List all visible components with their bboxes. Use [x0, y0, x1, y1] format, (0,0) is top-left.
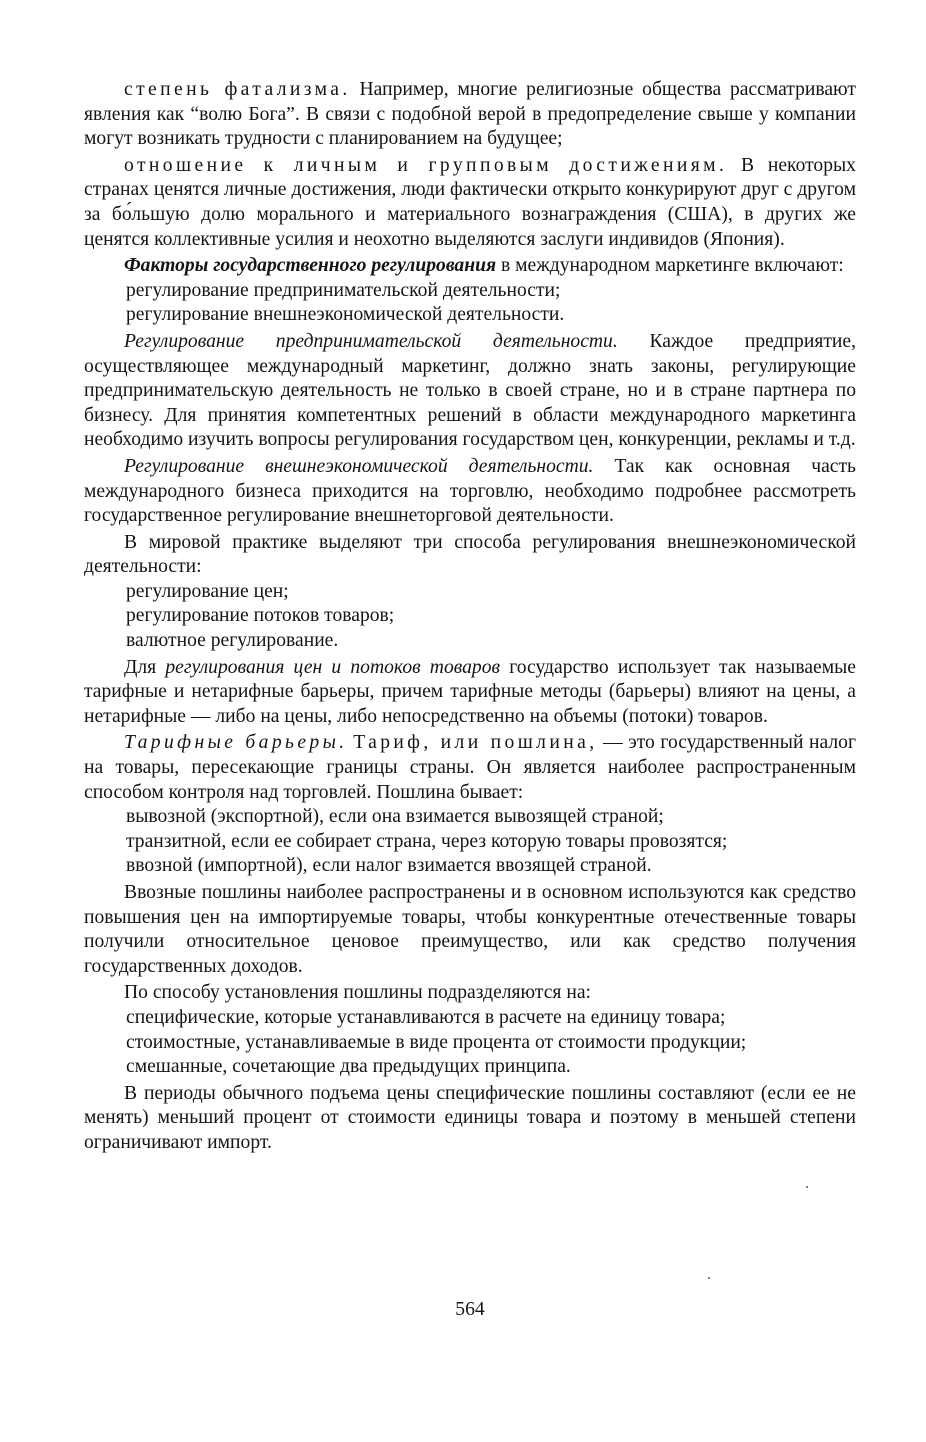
- italic-term: Регулирование внешнеэкономической деятельности.: [124, 455, 594, 477]
- paragraph-specific-duties: [84, 1082, 856, 1156]
- paragraph-foreign-economic-regulation: [84, 455, 856, 529]
- list-item: регулирование потоков товаров;: [126, 605, 395, 627]
- paragraph-text: — это государственный налог на товары, пересекающие границы страны. Он является наиболее распространенным способом контроля над торговлей. Пошлина бывает:: [84, 732, 856, 803]
- italic-term: регулирования цен и потоков товаров: [165, 656, 501, 678]
- book-page: [84, 78, 856, 1378]
- paragraph-duty-types: [84, 981, 856, 1006]
- spaced-term: отношение к личным и групповым достижениям.: [124, 154, 728, 176]
- paragraph-import-duties: [84, 881, 856, 979]
- scan-speck: [806, 1186, 808, 1188]
- paragraph-tariff-barriers: [84, 731, 856, 805]
- spaced-term: Тариф, или пошлина,: [353, 732, 598, 754]
- spaced-term: степень фатализма.: [124, 79, 351, 100]
- list-item: валютное регулирование.: [126, 630, 339, 652]
- list-item: регулирование предпринимательской деятельности;: [126, 279, 561, 301]
- paragraph-fatalism: [84, 78, 856, 152]
- paragraph-text: В периоды обычного подъема цены специфические пошлины составляют (если ее не менять) меньший процент от стоимости единицы товара и поэтому в меньшей степени ограничивают импорт.: [84, 1082, 856, 1153]
- page-number: 564: [455, 1299, 485, 1320]
- paragraph-achievements: [84, 154, 856, 252]
- list-item: специфические, которые устанавливаются в расчете на единицу товара;: [126, 1006, 726, 1028]
- paragraph-text: Каждое предприятие, осуществляющее международный маркетинг, должно знать законы, регулирующие предпринимательскую деятельность не только в своей стране, но и в стране партнера по бизнесу. Для принятия компетентных решений в области международного маркетинга необходимо изучить вопросы регулирования государством цен, конкуренции, рекламы и т.д.: [84, 330, 856, 451]
- paragraph-price-flow-regulation: [84, 656, 856, 730]
- list-item: вывозной (экспортной), если она взимается вывозящей страной;: [126, 806, 664, 828]
- paragraph-text: государство использует так называемые тарифные и нетарифные барьеры, причем тарифные методы (барьеры) влияют на цены, а нетарифные — либо на цены, либо непосредственно на объемы (потоки) товаров.: [84, 656, 856, 727]
- scan-speck: [708, 1277, 710, 1279]
- paragraph-regulation-factors: [84, 254, 856, 279]
- list-item: регулирование внешнеэкономической деятельности.: [126, 304, 565, 326]
- spaced-italic-term: Тарифные барьеры.: [124, 732, 348, 754]
- paragraph-three-methods: [84, 531, 856, 580]
- list-item: транзитной, если ее собирает страна, через которую товары провозятся;: [126, 830, 728, 852]
- bold-italic-term: Факторы государственного регулирования: [124, 255, 497, 277]
- paragraph-text: Например, многие религиозные общества рассматривают явления как “волю Бога”. В связи с подобной верой в предопределение свыше у компании могут возникать трудности с планированием на будущее;: [84, 79, 856, 150]
- italic-term: Регулирование предпринимательской деятельности.: [124, 330, 618, 352]
- paragraph-text: В некоторых странах ценятся личные достижения, люди фактически открыто конкурируют друг с другом за бо́льшую долю морального и материального вознаграждения (США), в других же ценятся коллективные усилия и неохотно выделяются заслуги индивидов (Япония).: [84, 154, 856, 250]
- list-item: смешанные, сочетающие два предыдущих принципа.: [126, 1056, 571, 1078]
- paragraph-text: Так как основная часть международного бизнеса приходится на торговлю, необходимо подробнее рассмотреть государственное регулирование внешнеторговой деятельности.: [84, 455, 856, 527]
- list-item: ввозной (импортной), если налог взимается ввозящей страной.: [126, 855, 652, 877]
- paragraph-text: В мировой практике выделяют три способа регулирования внешнеэкономической деятельности:: [84, 531, 856, 578]
- list-item: регулирование цен;: [126, 580, 289, 602]
- paragraph-text: в международном маркетинге включают:: [496, 255, 844, 277]
- paragraph-text: Ввозные пошлины наиболее распространены и в основном используются как средство повышения цен на импортируемые товары, чтобы конкурентные отечественные товары получили относительное ценовое преимущество, или как средство получения государственных доходов.: [84, 882, 856, 977]
- paragraph-text: По способу установления пошлины подразделяются на:: [124, 982, 591, 1004]
- list-item: стоимостные, устанавливаемые в виде процента от стоимости продукции;: [126, 1031, 747, 1053]
- paragraph-business-regulation: [84, 330, 856, 453]
- paragraph-text: Для: [124, 656, 166, 678]
